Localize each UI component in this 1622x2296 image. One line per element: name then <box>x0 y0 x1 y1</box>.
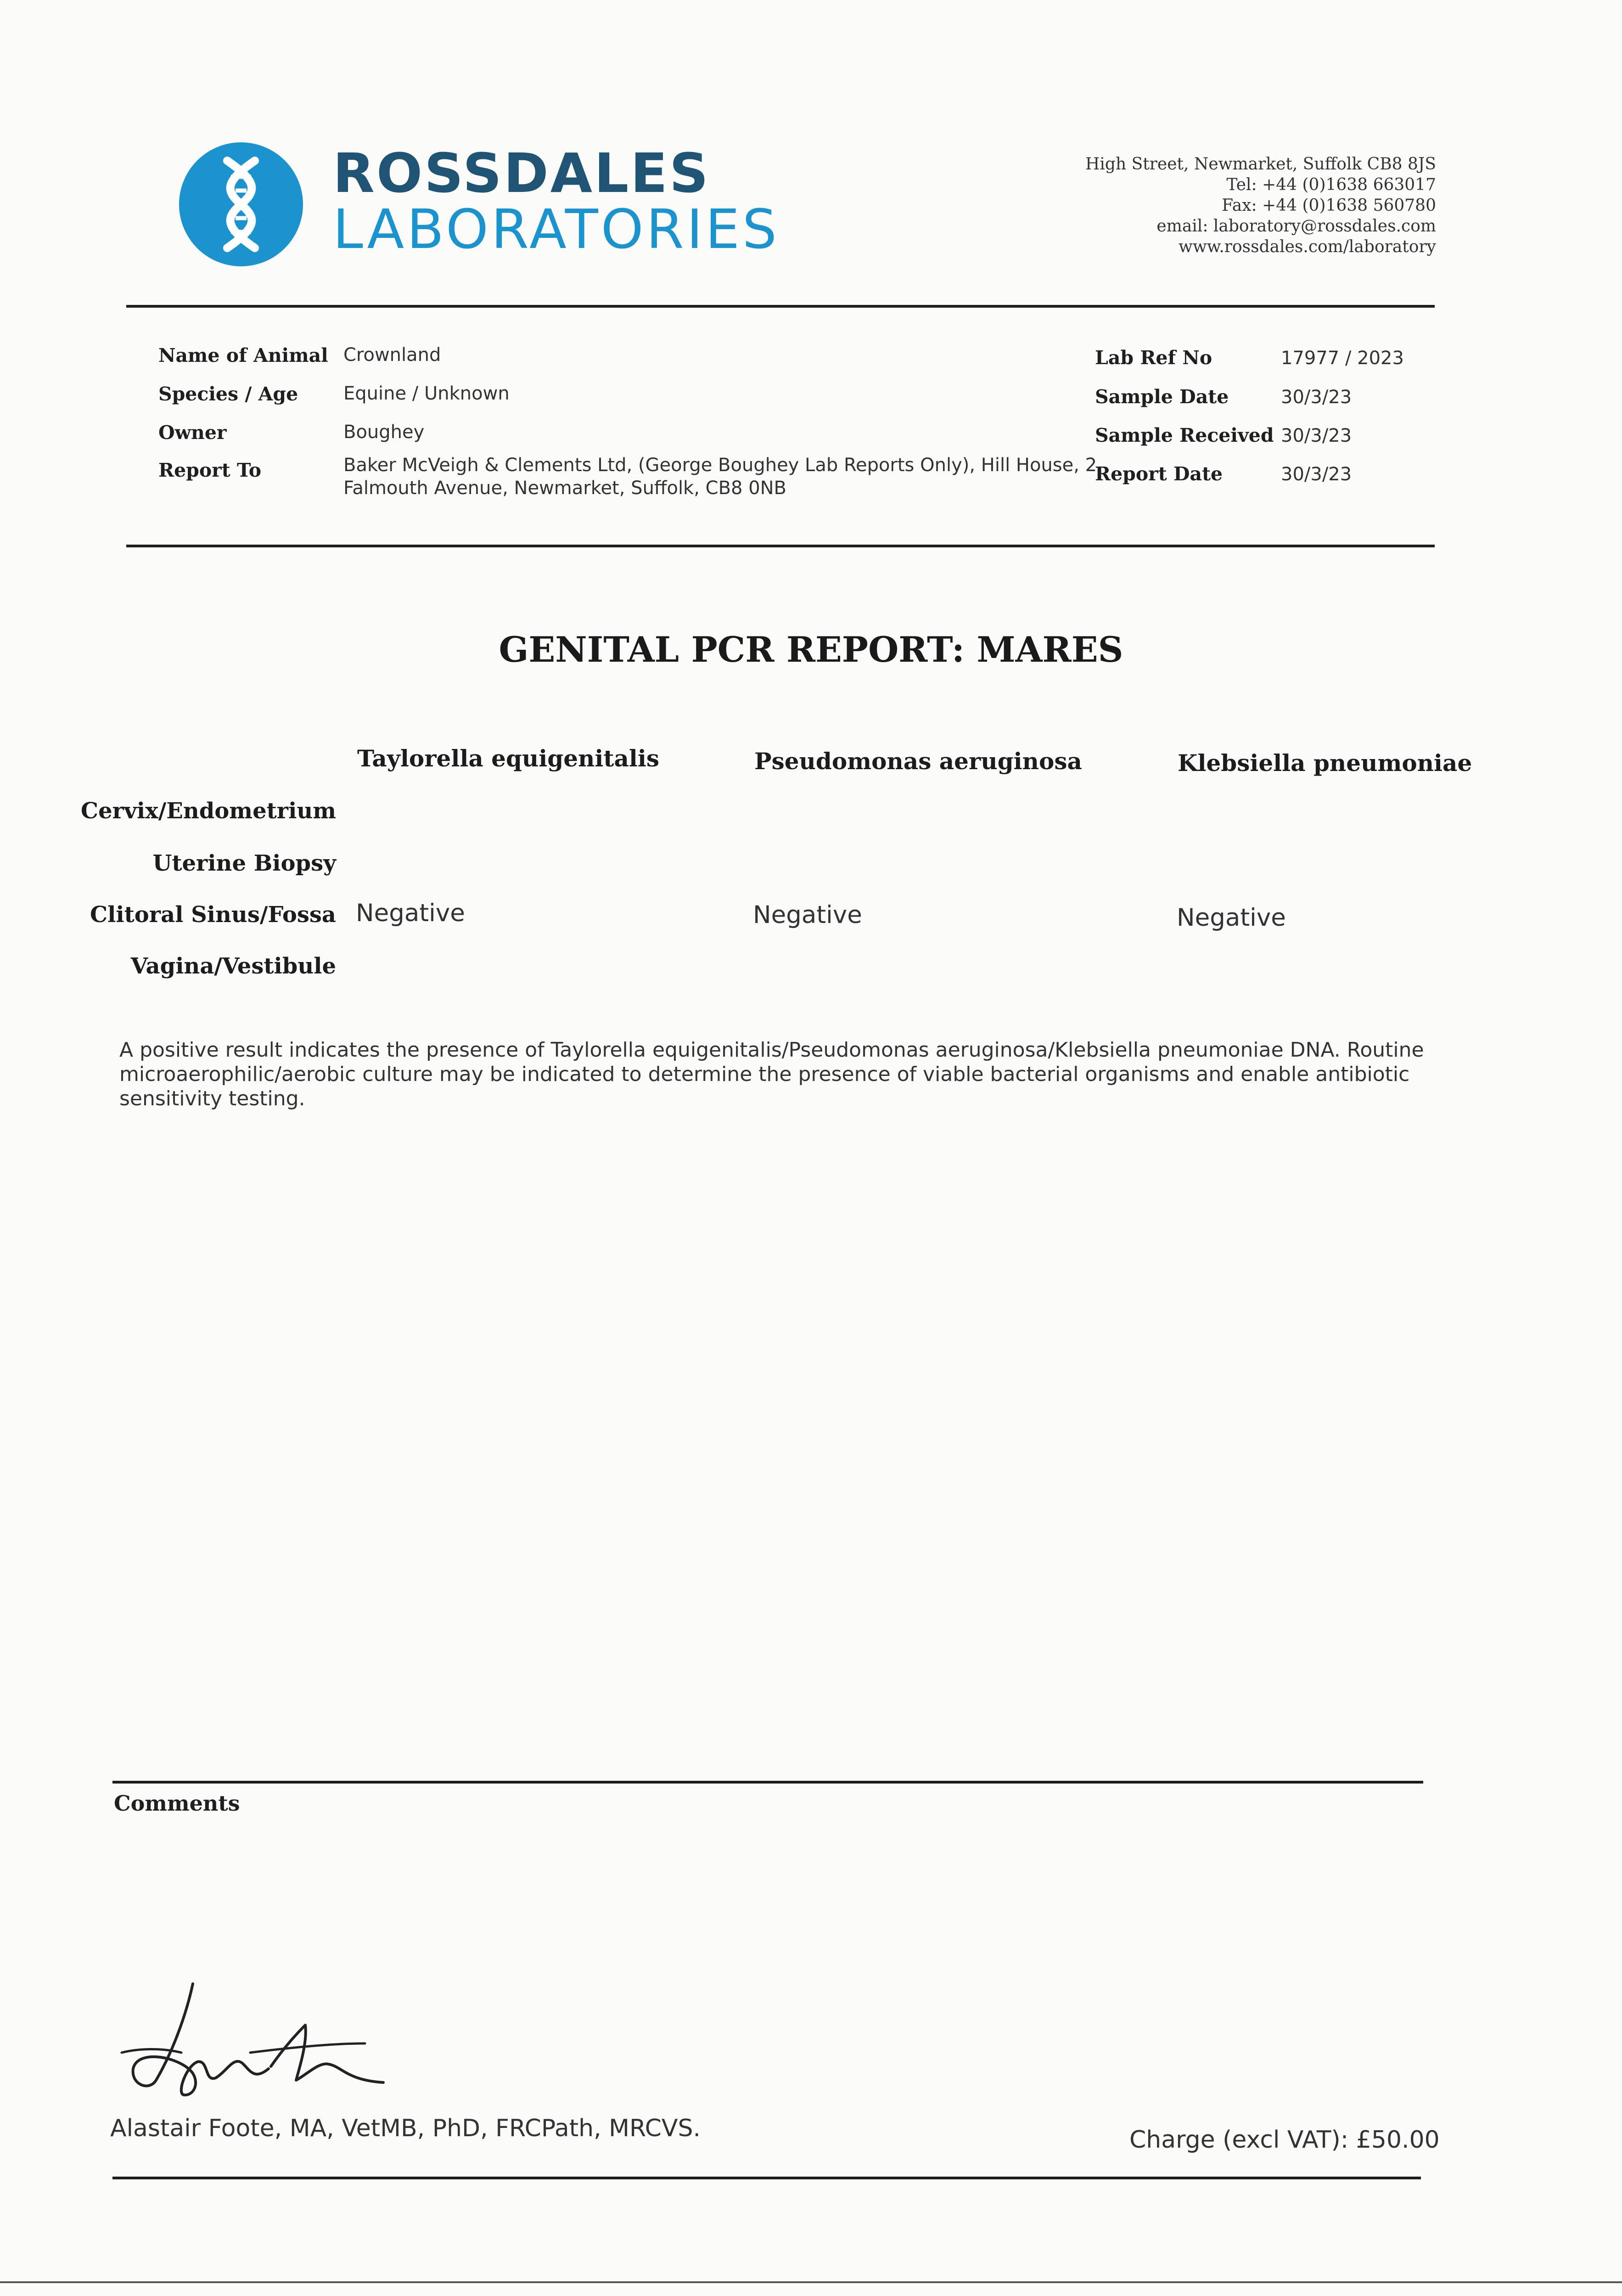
sample-site-label: Clitoral Sinus/Fossa <box>90 902 336 928</box>
info-divider <box>126 545 1435 547</box>
footer-divider <box>112 2177 1421 2179</box>
result-cell: Negative <box>753 901 862 929</box>
sample-received-label: Sample Received <box>1095 424 1274 446</box>
animal-name-value: Crownland <box>343 344 441 366</box>
sample-site-label: Cervix/Endometrium <box>80 798 336 824</box>
owner-value: Boughey <box>343 422 425 443</box>
lab-ref-label: Lab Ref No <box>1095 347 1212 369</box>
sample-date-label: Sample Date <box>1095 386 1229 408</box>
signatory-name: Alastair Foote, MA, VetMB, PhD, FRCPath, MRCVS. <box>110 2115 701 2142</box>
animal-name-label: Name of Animal <box>158 344 328 366</box>
organism-header: Taylorella equigenitalis <box>357 745 660 772</box>
result-cell: Negative <box>356 899 465 927</box>
sample-site-label: Vagina/Vestibule <box>130 953 336 979</box>
brand-name-line2: LABORATORIES <box>333 197 780 261</box>
species-label: Species / Age <box>158 383 298 405</box>
brand-name-line1: ROSSDALES <box>333 141 710 205</box>
sample-received-value: 30/3/23 <box>1281 425 1352 446</box>
page-edge-line <box>0 2281 1622 2283</box>
report-date-label: Report Date <box>1095 463 1223 485</box>
address-fax: Fax: +44 (0)1638 560780 <box>1222 196 1436 215</box>
organism-header: Klebsiella pneumoniae <box>1178 749 1472 777</box>
report-to-value: Baker McVeigh & Clements Ltd, (George Boughey Lab Reports Only), Hill House, 2 Falmouth Avenue, Newmarket, Suffolk, CB8 0NB <box>343 455 1097 499</box>
signature-image <box>112 1975 452 2112</box>
header-divider <box>126 305 1435 308</box>
result-cell: Negative <box>1177 904 1286 932</box>
comments-divider <box>112 1781 1423 1784</box>
report-title: GENITAL PCR REPORT: MARES <box>499 629 1123 670</box>
address-street: High Street, Newmarket, Suffolk CB8 8JS <box>1085 155 1436 174</box>
address-email: email: laboratory@rossdales.com <box>1156 217 1436 236</box>
address-tel: Tel: +44 (0)1638 663017 <box>1226 175 1436 194</box>
species-value: Equine / Unknown <box>343 383 510 404</box>
owner-label: Owner <box>158 422 227 444</box>
address-web: www.rossdales.com/laboratory <box>1179 237 1436 256</box>
lab-ref-value: 17977 / 2023 <box>1281 348 1404 369</box>
report-to-label: Report To <box>158 459 262 481</box>
organism-header: Pseudomonas aeruginosa <box>754 748 1082 775</box>
dna-helix-icon <box>177 140 305 269</box>
comments-label: Comments <box>114 1791 240 1816</box>
interpretation-note: A positive result indicates the presence of Taylorella equigenitalis/Pseudomonas aeruginosa/Klebsiella pneumoniae DNA. Routine microaerophilic/aerobic culture may be indicated to determine the presence of viable bacterial organisms and enable antibiotic sensitivity testing. <box>119 1038 1424 1110</box>
report-date-value: 30/3/23 <box>1281 464 1352 485</box>
sample-date-value: 30/3/23 <box>1281 387 1352 408</box>
charge-amount: Charge (excl VAT): £50.00 <box>1129 2126 1440 2154</box>
lab-address <box>1085 154 1436 257</box>
sample-site-label: Uterine Biopsy <box>152 850 336 876</box>
